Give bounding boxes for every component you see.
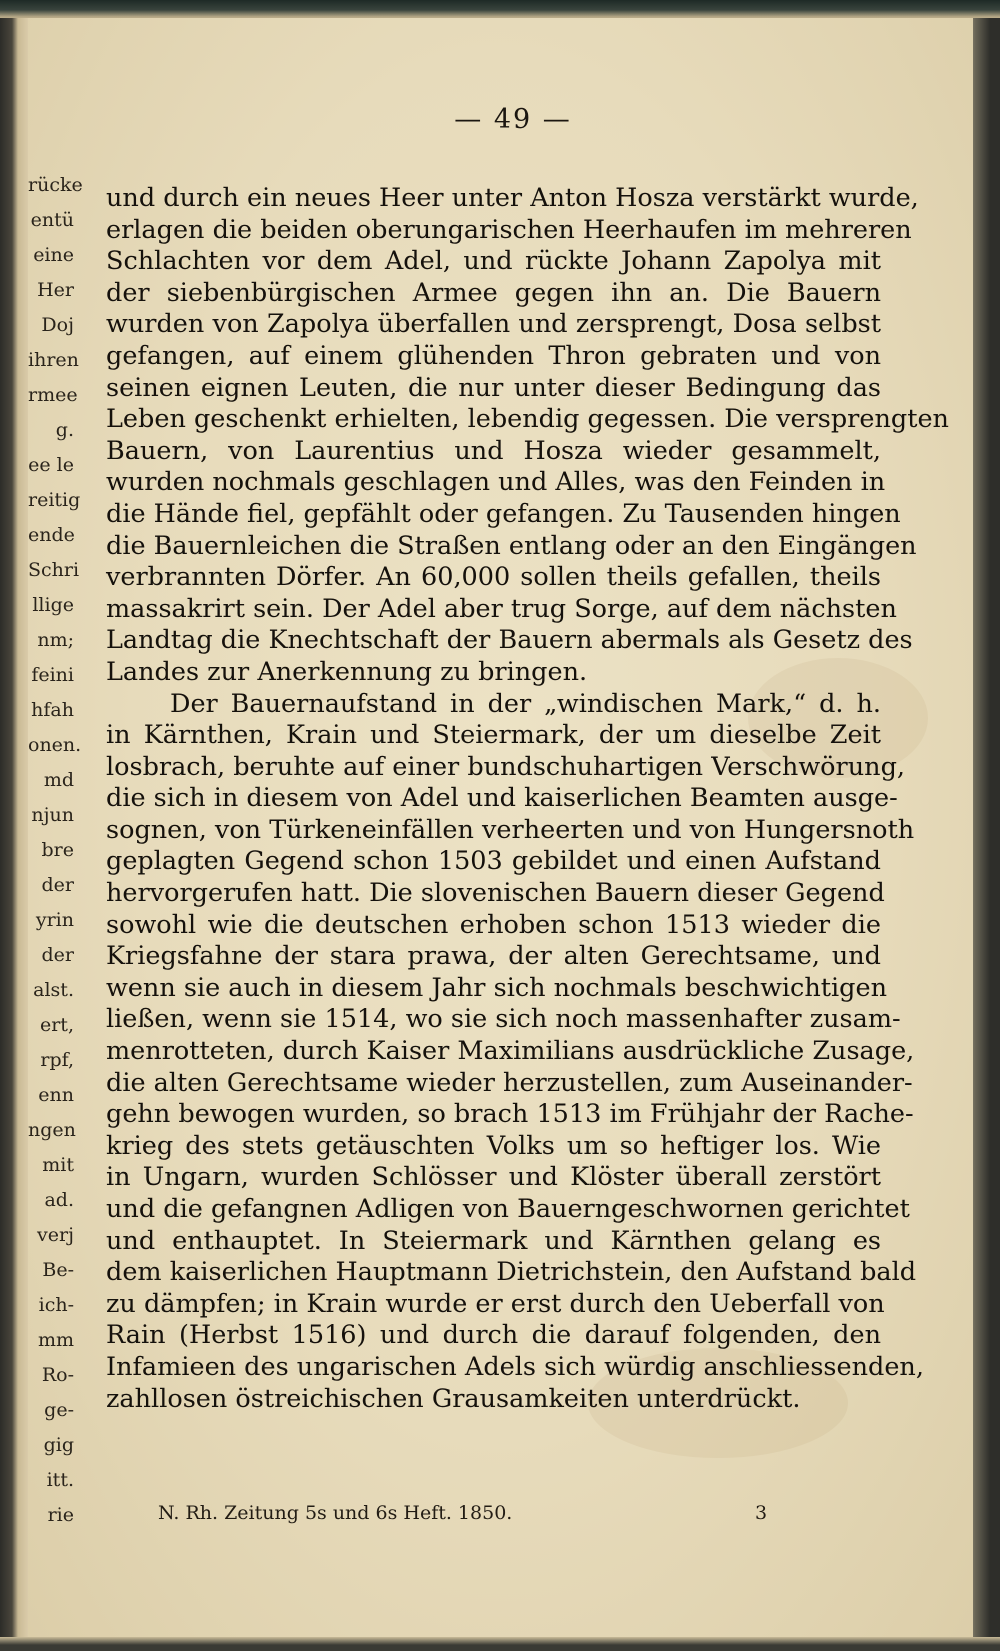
margin-fragment: Doj	[41, 314, 74, 336]
margin-fragment: rie	[47, 1504, 74, 1526]
text-line: Der Bauernaufstand in der „windischen Mark,“ d. h.	[170, 688, 881, 719]
margin-fragment: ihren	[28, 349, 79, 371]
margin-fragment: ert,	[39, 1014, 74, 1036]
body-text	[106, 183, 949, 1415]
margin-fragment: bre	[41, 839, 74, 861]
text-line: die sich in diesem von Adel und kaiserlichen Beamten ausge-	[106, 783, 898, 814]
margin-fragment: itt.	[46, 1469, 74, 1491]
margin-fragment: ende	[28, 524, 75, 546]
text-line: Leben geschenkt erhielten, lebendig gegessen. Die versprengten	[106, 404, 949, 435]
facing-page-margin	[28, 168, 83, 1528]
margin-fragment: ge-	[44, 1399, 74, 1421]
margin-fragment: ngen	[28, 1119, 76, 1141]
text-line: Bauern, von Laurentius und Hosza wieder gesammelt,	[106, 435, 881, 466]
margin-fragment: g.	[55, 419, 74, 441]
footer-source-line: N. Rh. Zeitung 5s und 6s Heft. 1850.	[158, 1502, 513, 1524]
margin-fragment: ee le	[28, 454, 74, 476]
text-line: zu dämpfen; in Krain wurde er erst durch den Ueberfall von	[106, 1288, 885, 1319]
text-line: Infamieen des ungarischen Adels sich würdig anschliessenden,	[106, 1351, 924, 1382]
margin-fragment: ad.	[44, 1189, 74, 1211]
margin-fragment: md	[43, 769, 74, 791]
margin-fragment: mm	[37, 1329, 74, 1351]
text-line: Kriegsfahne der stara prawa, der alten Gerechtsame, und	[106, 941, 881, 972]
margin-fragment: hfah	[31, 699, 74, 721]
margin-fragment: entü	[30, 209, 74, 231]
page-number: — 49 —	[454, 104, 572, 135]
margin-fragment: eine	[33, 244, 74, 266]
margin-fragment: der	[41, 874, 74, 896]
text-line: verbrannten Dörfer. An 60,000 sollen theils gefallen, theils	[106, 562, 881, 593]
book-top-edge	[0, 0, 1000, 18]
text-line: losbrach, beruhte auf einer bundschuhartigen Verschwörung,	[106, 751, 906, 782]
text-line: und durch ein neues Heer unter Anton Hosza verstärkt wurde,	[106, 183, 919, 213]
text-line: Landes zur Anerkennung zu bringen.	[106, 656, 588, 687]
text-line: die Hände fiel, gepfählt oder gefangen. Zu Tausenden hingen	[106, 498, 901, 529]
margin-fragment: Schri	[28, 559, 80, 581]
margin-fragment: feini	[31, 664, 74, 686]
margin-fragment: onen.	[28, 734, 82, 756]
book-bottom-edge	[0, 1637, 1000, 1651]
text-line: Rain (Herbst 1516) und durch die darauf folgenden, den	[106, 1320, 881, 1351]
text-line: die Bauernleichen die Straßen entlang oder an den Eingängen	[106, 530, 917, 561]
margin-fragment: verj	[37, 1224, 74, 1246]
text-line: sowohl wie die deutschen erhoben schon 1513 wieder die	[106, 909, 881, 940]
margin-fragment: mit	[42, 1154, 74, 1176]
text-line: wurden nochmals geschlagen und Alles, was den Feinden in	[106, 467, 886, 498]
margin-fragment: Be-	[42, 1259, 74, 1281]
signature-mark: 3	[755, 1502, 768, 1524]
text-line: menrotteten, durch Kaiser Maximilians ausdrückliche Zusage,	[106, 1036, 915, 1067]
text-line: krieg des stets getäuschten Volks um so heftiger los. Wie	[106, 1130, 881, 1161]
margin-fragment: rücke	[28, 174, 83, 196]
text-line: gehn bewogen wurden, so brach 1513 im Frühjahr der Rache-	[106, 1099, 914, 1130]
text-line: zahllosen östreichischen Grausamkeiten unterdrückt.	[106, 1383, 801, 1414]
margin-fragment: rpf,	[40, 1049, 74, 1071]
margin-fragment: nm;	[37, 629, 74, 651]
margin-fragment: yrin	[35, 909, 74, 931]
text-line: wenn sie auch in diesem Jahr sich nochmals beschwichtigen	[106, 972, 887, 1003]
text-line: in Kärnthen, Krain und Steiermark, der um dieselbe Zeit	[106, 720, 881, 751]
text-line: die alten Gerechtsame wieder herzustellen, zum Auseinander-	[106, 1067, 913, 1098]
text-line: und die gefangnen Adligen von Bauerngeschwornen gerichtet	[106, 1194, 910, 1224]
text-line: seinen eignen Leuten, die nur unter dieser Bedingung das	[106, 372, 881, 403]
text-line: ließen, wenn sie 1514, wo sie sich noch massenhafter zusam-	[106, 1004, 901, 1035]
margin-fragment: alst.	[33, 979, 74, 1001]
text-line: Schlachten vor dem Adel, und rückte Johann Zapolya mit	[106, 246, 881, 277]
margin-fragment: Her	[37, 279, 74, 301]
margin-fragment: njun	[31, 804, 74, 826]
margin-fragment: ich-	[38, 1294, 74, 1316]
text-line: geplagten Gegend schon 1503 gebildet und einen Aufstand	[106, 846, 881, 877]
text-line: wurden von Zapolya überfallen und zersprengt, Dosa selbst	[106, 309, 881, 340]
margin-fragment: der	[41, 944, 74, 966]
margin-fragment: reitig	[28, 489, 81, 511]
text-line: gefangen, auf einem glühenden Thron gebraten und von	[106, 340, 881, 371]
margin-fragment: enn	[38, 1084, 74, 1106]
text-line: Landtag die Knechtschaft der Bauern abermals als Gesetz des	[106, 625, 913, 656]
text-line: hervorgerufen hatt. Die slovenischen Bauern dieser Gegend	[106, 878, 885, 909]
text-line: in Ungarn, wurden Schlösser und Klöster überall zerstört	[106, 1162, 881, 1193]
text-line: der siebenbürgischen Armee gegen ihn an. Die Bauern	[106, 277, 881, 308]
margin-fragment: Ro-	[41, 1364, 74, 1386]
text-line: massakrirt sein. Der Adel aber trug Sorge, auf dem nächsten	[106, 593, 897, 624]
text-line: sognen, von Türkeneinfällen verheerten und von Hungersnoth	[106, 814, 915, 845]
margin-fragment: llige	[32, 594, 74, 616]
margin-fragment: gig	[43, 1434, 74, 1456]
text-line: und enthauptet. In Steiermark und Kärnthen gelang es	[106, 1225, 881, 1256]
text-line: erlagen die beiden oberungarischen Heerhaufen im mehreren	[106, 214, 912, 245]
margin-fragment: rmee	[28, 384, 78, 406]
text-line: dem kaiserlichen Hauptmann Dietrichstein, den Aufstand bald	[106, 1257, 917, 1288]
book-page	[28, 18, 973, 1638]
